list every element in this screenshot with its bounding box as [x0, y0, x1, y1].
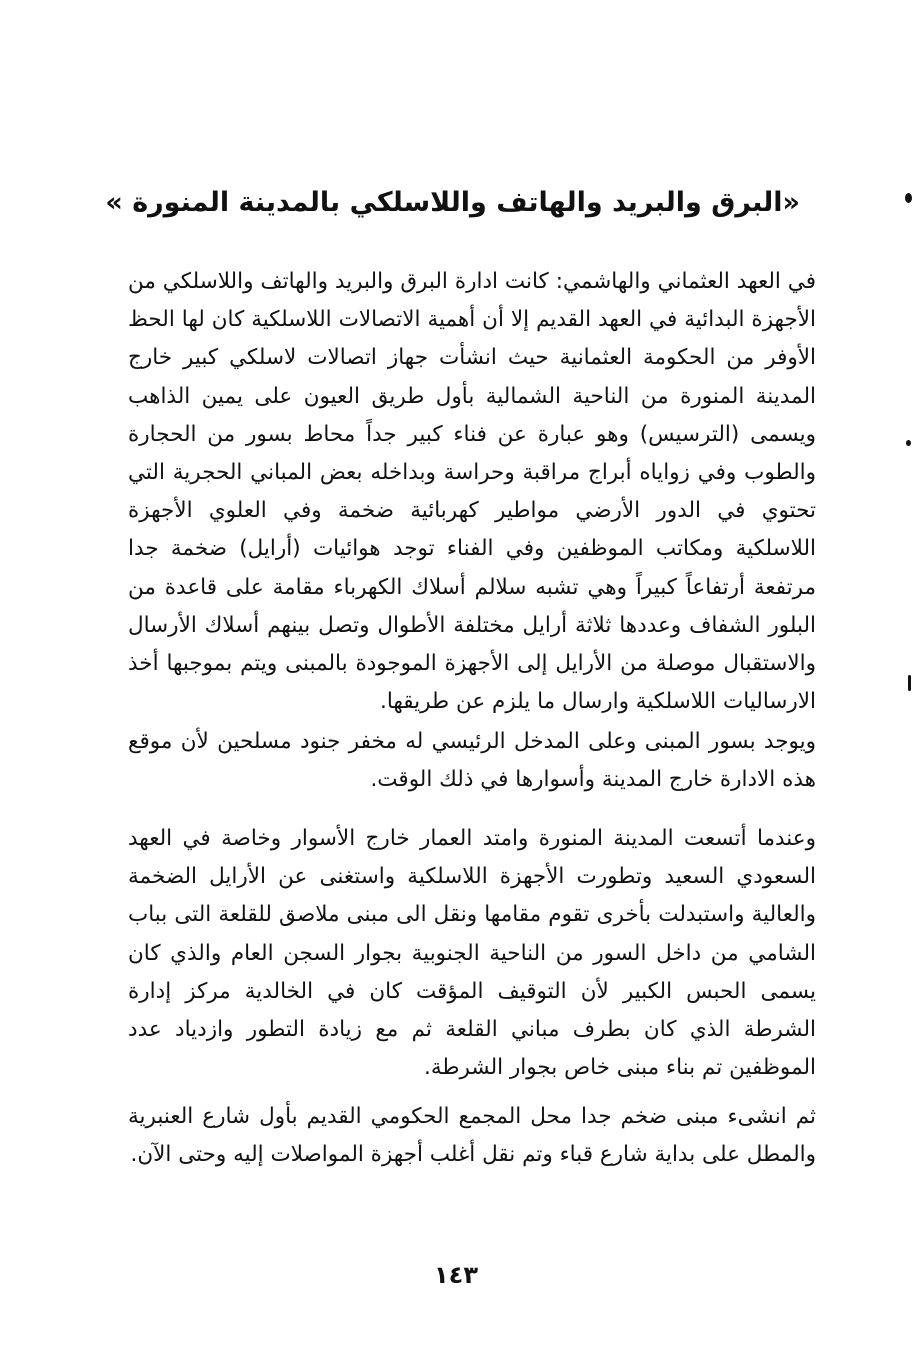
scan-artifact-dot	[905, 193, 912, 203]
paragraph-telegraph-history	[128, 263, 816, 721]
paragraph-text: في العهد العثماني والهاشمي: كانت ادارة البرق والبريد والهاتف واللاسلكي من الأجهزة البدائية في العهد القديم إلا أن أهمية الاتصالات اللاسلكية كان لها الحظ الأوفر من الحكومة العثمانية حيث انشأت جهاز اتصالات لاسلكي كبير خارج المدينة المنورة من الناحية الشمالية بأول طريق العيون على يمين الذاهب ويسمى (الترسيس) وهو عبارة عن فناء كبير جداً محاط بسور من الحجارة والطوب وفي زواياه أبراج مراقبة وحراسة وبداخله بعض المباني الحجرية التي تحتوي في الدور الأرضي مواطير كهربائية ضخمة وفي العلوي الأجهزة اللاسلكية ومكاتب الموظفين وفي الفناء توجد هوائيات (أرايل) ضخمة جدا مرتفعة أرتفاعاً كبيراً وهي تشبه سلالم أسلاك الكهرباء مقامة على قاعدة من البلور الشفاف وعددها ثلاثة أرايل مختلفة الأطوال وتصل بينهم أسلاك الأرسال والاستقبال موصلة من الأرايل إلى الأجهزة الموجودة بالمبنى ويتم بموجبها أخذ الارساليات اللاسلكية وارسال ما يلزم عن طريقها.	[128, 269, 816, 715]
page-title: «البرق والبريد والهاتف واللاسلكي بالمدينة المنورة »	[105, 187, 800, 218]
paragraph-new-building	[128, 1098, 816, 1174]
paragraph-text: وعندما أتسعت المدينة المنورة وامتد العمار خارج الأسوار وخاصة في العهد السعودي السعيد وتطورت الأجهزة اللاسلكية واستغنى عن الأرايل الضخمة والعالية واستبدلت بأخرى تقوم مقامها ونقل الى مبنى ملاصق للقلعة التى بباب الشامي من داخل السور من الناحية الجنوبية بجوار السجن العام والذي كان يسمى الحبس الكبير لأن التوقيف المؤقت كان في الخالدية مركز إدارة الشرطة الذي كان بطرف مباني القلعة ثم مع زيادة التطور وازدياد عدد الموظفين تم بناء مبنى خاص بجوار الشرطة.	[128, 826, 816, 1081]
paragraph-guard-post	[128, 723, 816, 799]
paragraph-text: ثم انشىء مبنى ضخم جدا محل المجمع الحكومي القديم بأول شارع العنبرية والمطل على بداية شارع قباء وتم نقل أغلب أجهزة المواصلات إليه وحتى الآن.	[128, 1104, 816, 1168]
scan-artifact-mark	[908, 675, 911, 691]
paragraph-saudi-era	[128, 820, 816, 1087]
scan-artifact-dot	[906, 440, 911, 446]
page-number: ١٤٣	[434, 1261, 478, 1289]
paragraph-text: ويوجد بسور المبنى وعلى المدخل الرئيسي له مخفر جنود مسلحين لأن موقع هذه الادارة خارج المدينة وأسوارها في ذلك الوقت.	[128, 729, 816, 793]
